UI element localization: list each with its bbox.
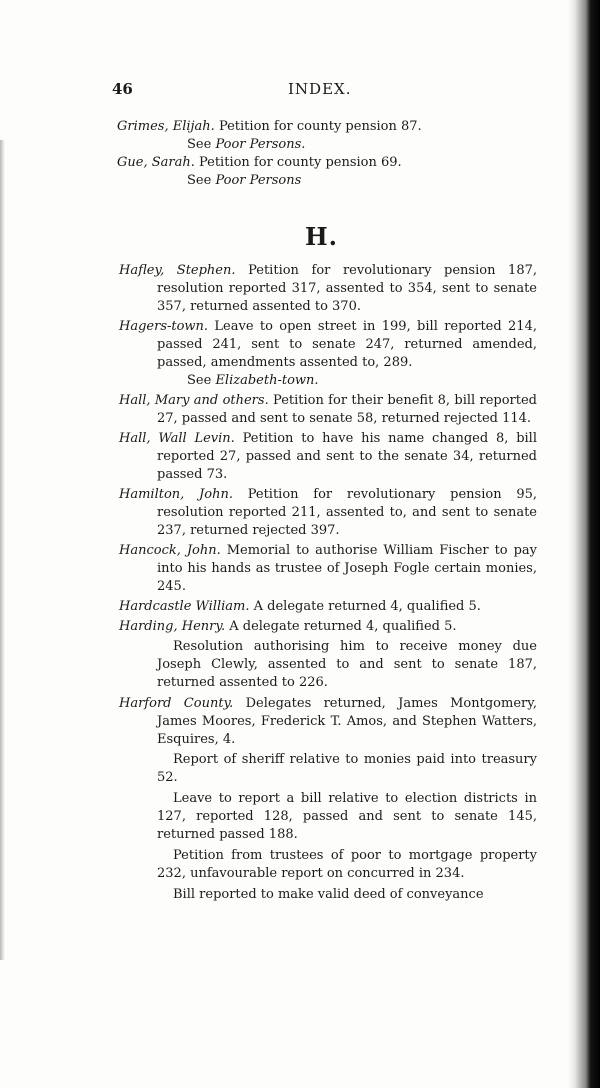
entry-name: Hardcastle William.	[119, 599, 250, 614]
page-binding-edge	[568, 0, 600, 1088]
entry-text: A delegate returned 4, qualified 5.	[249, 599, 481, 614]
index-entry	[119, 318, 537, 372]
index-entry	[119, 392, 537, 428]
see-target: Poor Persons.	[215, 137, 306, 152]
entry-subparagraph: Leave to report a bill relative to election districts in 127, reported 128, passed and sent to senate 145, returned passed 188.	[157, 791, 537, 842]
entry-text: Petition for their benefit 8, bill reported 27, passed and sent to senate 58, returned rejected 114.	[157, 393, 537, 426]
entry-name: Hancock, John.	[119, 543, 221, 558]
index-entry	[119, 598, 537, 616]
h-entries	[119, 262, 537, 907]
see-reference	[117, 172, 537, 190]
index-entry	[119, 695, 537, 749]
see-prefix: See	[187, 137, 216, 152]
entry-subparagraph: Resolution authorising him to receive money due Joseph Clewly, assented to and sent to senate 187, returned assented to 226.	[157, 639, 537, 690]
section-heading: H.	[305, 222, 339, 251]
index-entry	[119, 542, 537, 596]
page-number: 46	[112, 80, 133, 98]
entry-text: Petition for revolutionary pension 187, resolution reported 317, assented to 354, sent to senate 357, returned assented to 370.	[157, 263, 537, 314]
index-entry	[117, 118, 537, 136]
entry-text: Memorial to authorise William Fischer to pay into his hands as trustee of Joseph Fogle certain monies, 245.	[157, 543, 538, 594]
see-reference	[119, 372, 537, 390]
index-entry	[119, 618, 537, 636]
entry-text: A delegate returned 4, qualified 5.	[225, 619, 457, 634]
entry-name: Hall, Wall Levin.	[119, 431, 235, 446]
entry-text: Petition to have his name changed 8, bill reported 27, passed and sent to the senate 34, returned passed 73.	[157, 431, 537, 482]
entry-name: Harford County.	[119, 696, 234, 711]
page-left-edge-shadow	[0, 140, 5, 960]
see-prefix: See	[187, 173, 216, 188]
entry-text: Petition for county pension 87.	[214, 119, 422, 134]
index-entry	[119, 262, 537, 316]
entry-name: Hall, Mary and others.	[119, 393, 269, 408]
index-entry	[119, 486, 537, 540]
entry-name: Grimes, Elijah.	[117, 119, 215, 134]
entry-name: Hafley, Stephen.	[119, 263, 236, 278]
index-entry	[117, 154, 537, 172]
entry-name: Gue, Sarah.	[117, 155, 195, 170]
see-target: Elizabeth-town.	[215, 373, 319, 388]
entry-text: Petition for revolutionary pension 95, resolution reported 211, assented to, and sent to senate 237, returned rejected 397.	[157, 487, 537, 538]
see-target: Poor Persons	[215, 173, 302, 188]
entry-subparagraph: Petition from trustees of poor to mortgage property 232, unfavourable report on concurred in 234.	[157, 848, 537, 881]
entry-name: Harding, Henry.	[119, 619, 226, 634]
entry-text: Delegates returned, James Montgomery, James Moores, Frederick T. Amos, and Stephen Watters, Esquires, 4.	[157, 696, 537, 747]
entry-subparagraph: Report of sheriff relative to monies paid into treasury 52.	[157, 752, 537, 785]
g-entries	[117, 118, 537, 190]
entry-name: Hagers-town.	[119, 319, 209, 334]
see-prefix: See	[187, 373, 216, 388]
see-reference	[117, 136, 537, 154]
entry-text: Leave to open street in 199, bill reported 214, passed 241, sent to senate 247, returned amended, passed, amendments assented to, 289.	[157, 319, 537, 370]
running-title: INDEX.	[288, 80, 352, 98]
entry-subparagraph: Bill reported to make valid deed of conveyance	[173, 887, 484, 902]
entry-text: Petition for county pension 69.	[194, 155, 402, 170]
entry-name: Hamilton, John.	[119, 487, 233, 502]
running-header	[110, 80, 530, 104]
index-entry	[119, 430, 537, 484]
